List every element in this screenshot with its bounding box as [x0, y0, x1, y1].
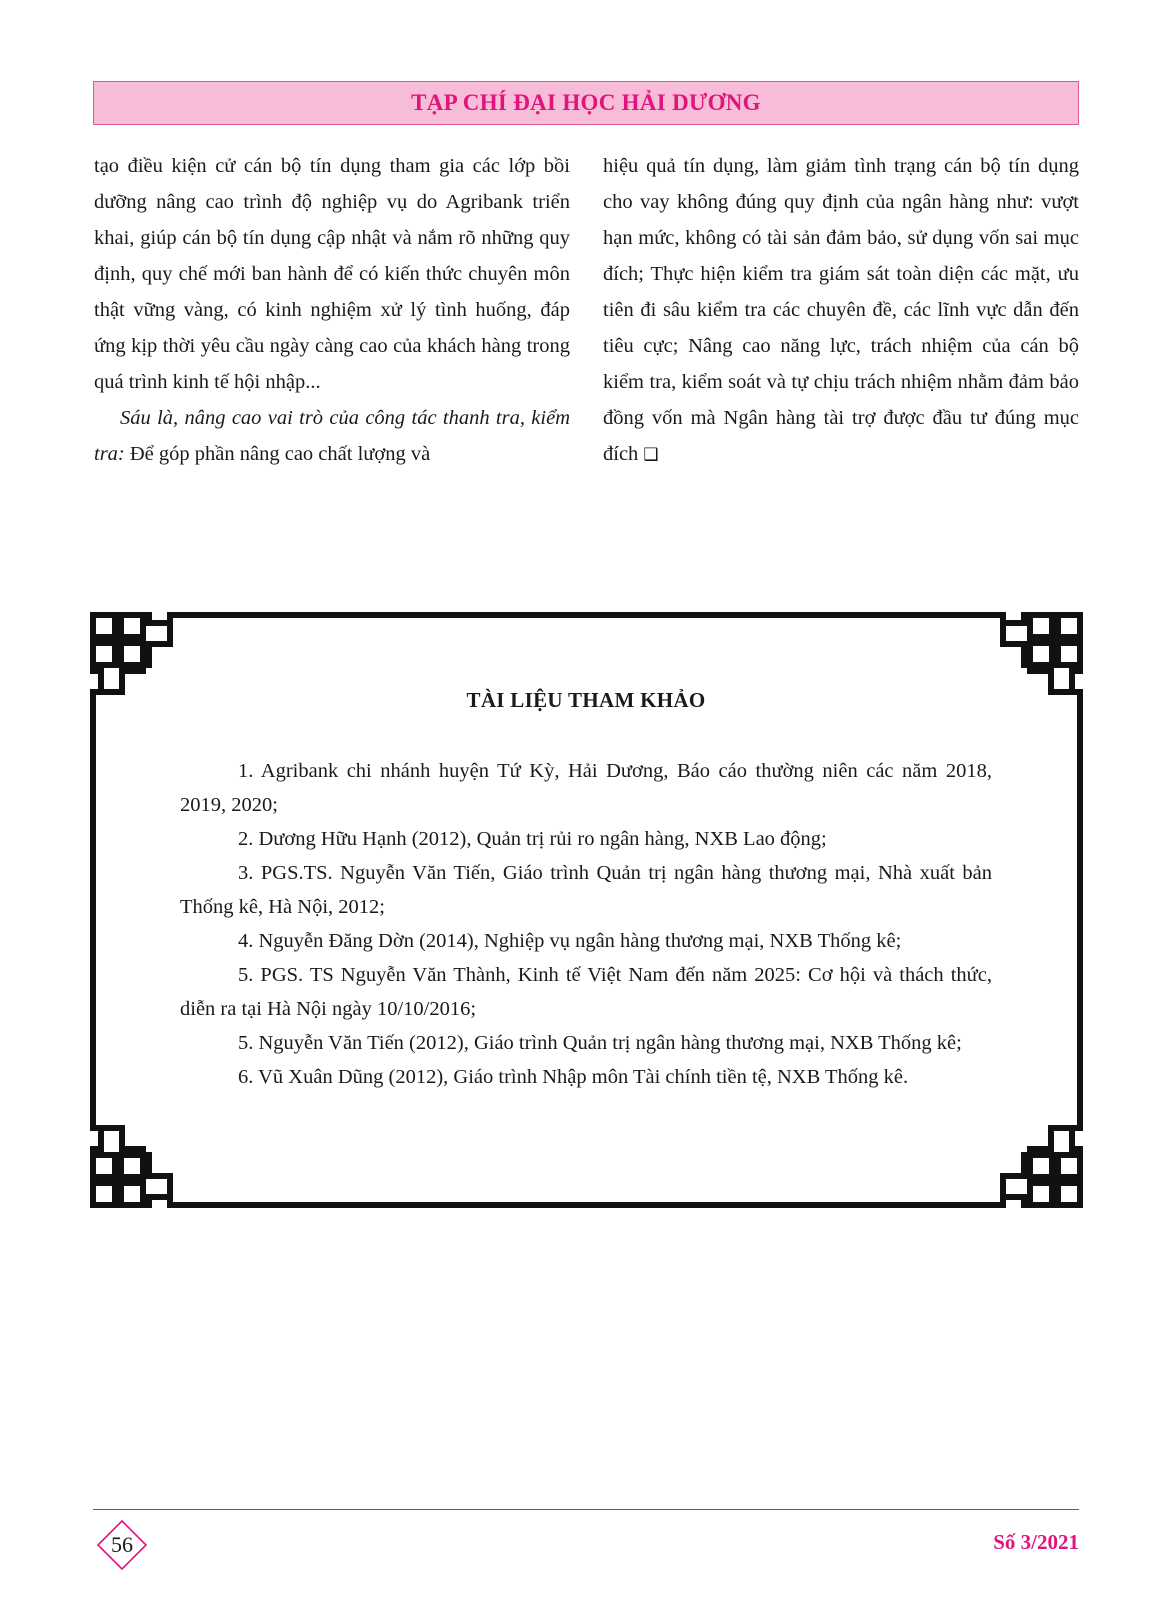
- page-number: 56: [111, 1532, 133, 1557]
- reference-item: 2. Dương Hữu Hạnh (2012), Quản trị rủi ro ngân hàng, NXB Lao động;: [238, 828, 827, 850]
- journal-title: TẠP CHÍ ĐẠI HỌC HẢI DƯƠNG: [411, 90, 761, 115]
- right-paragraph: [603, 148, 1079, 473]
- reference-item: 5. Nguyễn Văn Tiến (2012), Giáo trình Quản trị ngân hàng thương mại, NXB Thống kê;: [238, 1032, 962, 1054]
- left-paragraph-2-text: Để góp phần nâng cao chất lượng và: [124, 443, 431, 465]
- reference-item: 5. PGS. TS Nguyễn Văn Thành, Kinh tế Việt Nam đến năm 2025: Cơ hội và thách thức, diễn ra tại Hà Nội ngày 10/10/2016;: [180, 964, 992, 1020]
- page-number-badge: [96, 1519, 148, 1571]
- references-title: TÀI LIỆU THAM KHẢO: [466, 688, 706, 712]
- left-column: [94, 148, 570, 472]
- left-paragraph-2: [94, 400, 570, 472]
- journal-header: [93, 81, 1079, 125]
- end-mark-icon: ❑: [643, 445, 659, 465]
- reference-item: 3. PGS.TS. Nguyễn Văn Tiến, Giáo trình Quản trị ngân hàng thương mại, Nhà xuất bản Thống kê, Hà Nội, 2012;: [180, 862, 992, 918]
- reference-item: 4. Nguyễn Đăng Dờn (2014), Nghiệp vụ ngân hàng thương mại, NXB Thống kê;: [238, 930, 902, 952]
- references-section: [180, 683, 992, 1094]
- right-column: [603, 148, 1079, 473]
- footer-divider: [93, 1509, 1079, 1510]
- reference-item: 1. Agribank chi nhánh huyện Tứ Kỳ, Hải Dương, Báo cáo thường niên các năm 2018, 2019, 2020;: [180, 760, 992, 816]
- section-heading-italic: Sáu là, nâng cao vai trò của công tác thanh tra, kiểm tra:: [94, 407, 570, 465]
- issue-number: Số 3/2021: [993, 1530, 1079, 1554]
- right-paragraph-text: hiệu quả tín dụng, làm giảm tình trạng cán bộ tín dụng cho vay không đúng quy định của ngân hàng như: vượt hạn mức, không có tài sản đảm bảo, sử dụng vốn sai mục đích; Thực hiện kiểm tra giám sát toàn diện các mặt, ưu tiên đi sâu kiểm tra các chuyên đề, các lĩnh vực dẫn đến tiêu cực; Nâng cao năng lực, trách nhiệm của cán bộ kiểm tra, kiểm soát và tự chịu trách nhiệm nhằm đảm bảo đồng vốn mà Ngân hàng tài trợ được đầu tư đúng mục đích: [603, 155, 1079, 465]
- reference-item: 6. Vũ Xuân Dũng (2012), Giáo trình Nhập môn Tài chính tiền tệ, NXB Thống kê.: [238, 1066, 909, 1088]
- left-paragraph-1: tạo điều kiện cử cán bộ tín dụng tham gia các lớp bồi dưỡng nâng cao trình độ nghiệp vụ do Agribank triển khai, giúp cán bộ tín dụng cập nhật và nắm rõ những quy định, quy chế mới ban hành để có kiến thức chuyên môn thật vững vàng, có kinh nghiệm xử lý tình huống, đáp ứng kịp thời yêu cầu ngày càng cao của khách hàng trong quá trình kinh tế hội nhập...: [94, 155, 570, 393]
